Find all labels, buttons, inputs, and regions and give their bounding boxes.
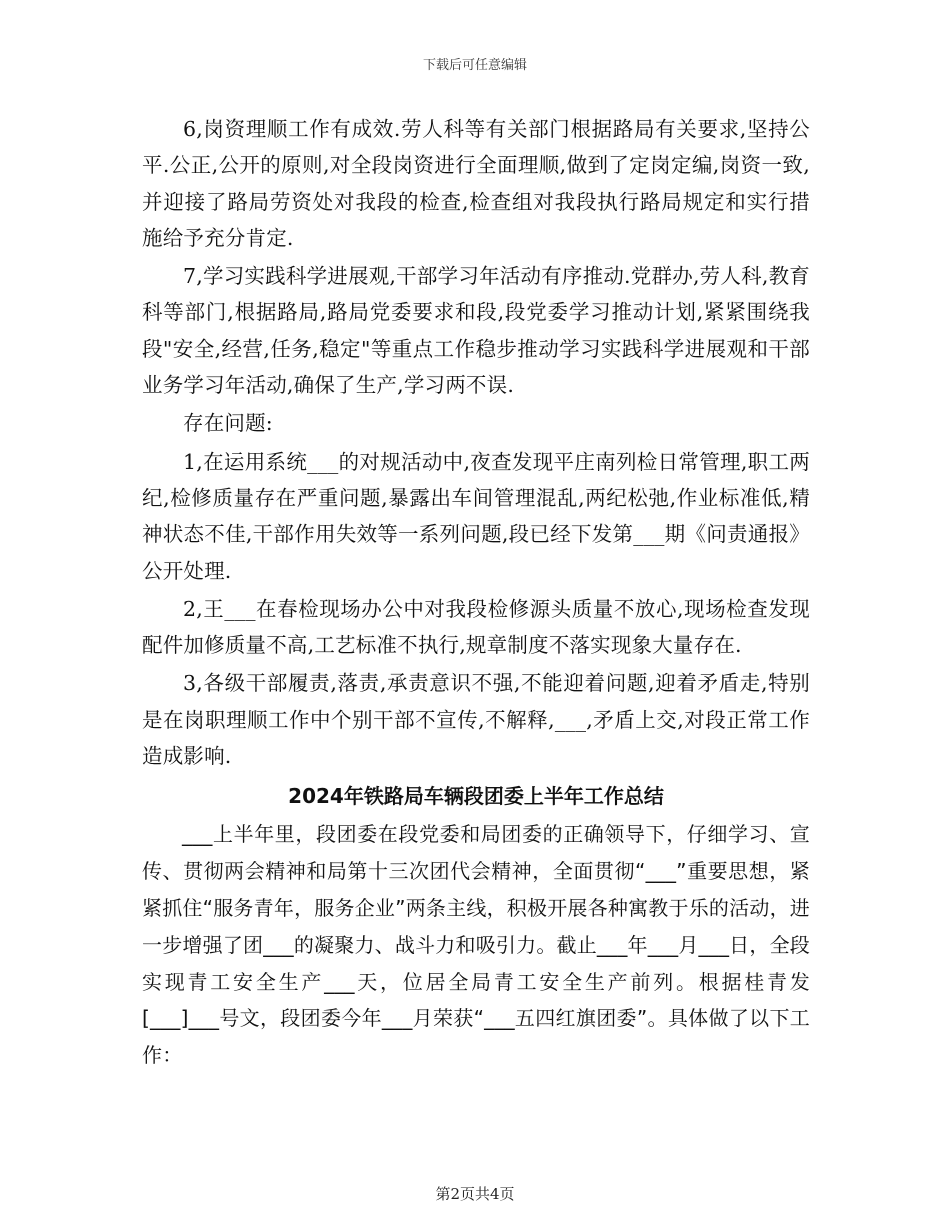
section-title: 2024年铁路局车辆段团委上半年工作总结 — [288, 784, 664, 809]
paragraph-item-7: 7,学习实践科学进展观,干部学习年活动有序推动.党群办,劳人科,教育科等部门,根据路局,路局党委要求和段,段党委学习推动计划,紧紧围绕我段"安全,经营,任务,稳定"等重点工作稳步推动学习实践科学进展观和干部业务学习年活动,确保了生产,学习两不误. — [142, 264, 810, 398]
header-note: 下载后可任意编辑 — [422, 58, 527, 73]
paragraph-item-6: 6,岗资理顺工作有成效.劳人科等有关部门根据路局有关要求,坚持公平.公正,公开的原则,对全段岗资进行全面理顺,做到了定岗定编,岗资一致,并迎接了路局劳资处对我段的检查,检查组对我段执行路局规定和实行措施给予充分肯定. — [142, 117, 810, 250]
problem-item-2: 2,王___在春检现场办公中对我段检修源头质量不放心,现场检查发现配件加修质量不高,工艺标准不执行,规章制度不落实现象大量存在. — [142, 596, 810, 658]
problems-heading: 存在问题: — [183, 411, 273, 436]
document-body — [142, 111, 810, 1076]
problem-item-3: 3,各级干部履责,落责,承责意识不强,不能迎着问题,迎着矛盾走,特别是在岗职理顺工作中个别干部不宣传,不解释,___,矛盾上交,对段正常工作造成影响. — [142, 671, 810, 769]
problem-item-1: 1,在运用系统___的对规活动中,夜查发现平庄南列检日常管理,职工两纪,检修质量存在严重问题,暴露出车间管理混乱,两纪松弛,作业标准低,精神状态不佳,干部作用失效等一系列问题,段已经下发第___期《问责通报》公开处理. — [142, 449, 810, 583]
page-number: 第2页共4页 — [435, 1185, 515, 1203]
section-body: ___上半年里，段团委在段党委和局团委的正确领导下，仔细学习、宣传、贯彻两会精神和局第十三次团代会精神，全面贯彻“___”重要思想，紧紧抓住“服务青年，服务企业”两条主线，积极开展各种寓教于乐的活动，进一步增强了团___的凝聚力、战斗力和吸引力。截止___年___月___日，全段实现青工安全生产___天，位居全局青工安全生产前列。根据桂青发[___]___号文，段团委今年___月荣获“___五四红旗团委”。具体做了以下工作： — [142, 822, 810, 1068]
